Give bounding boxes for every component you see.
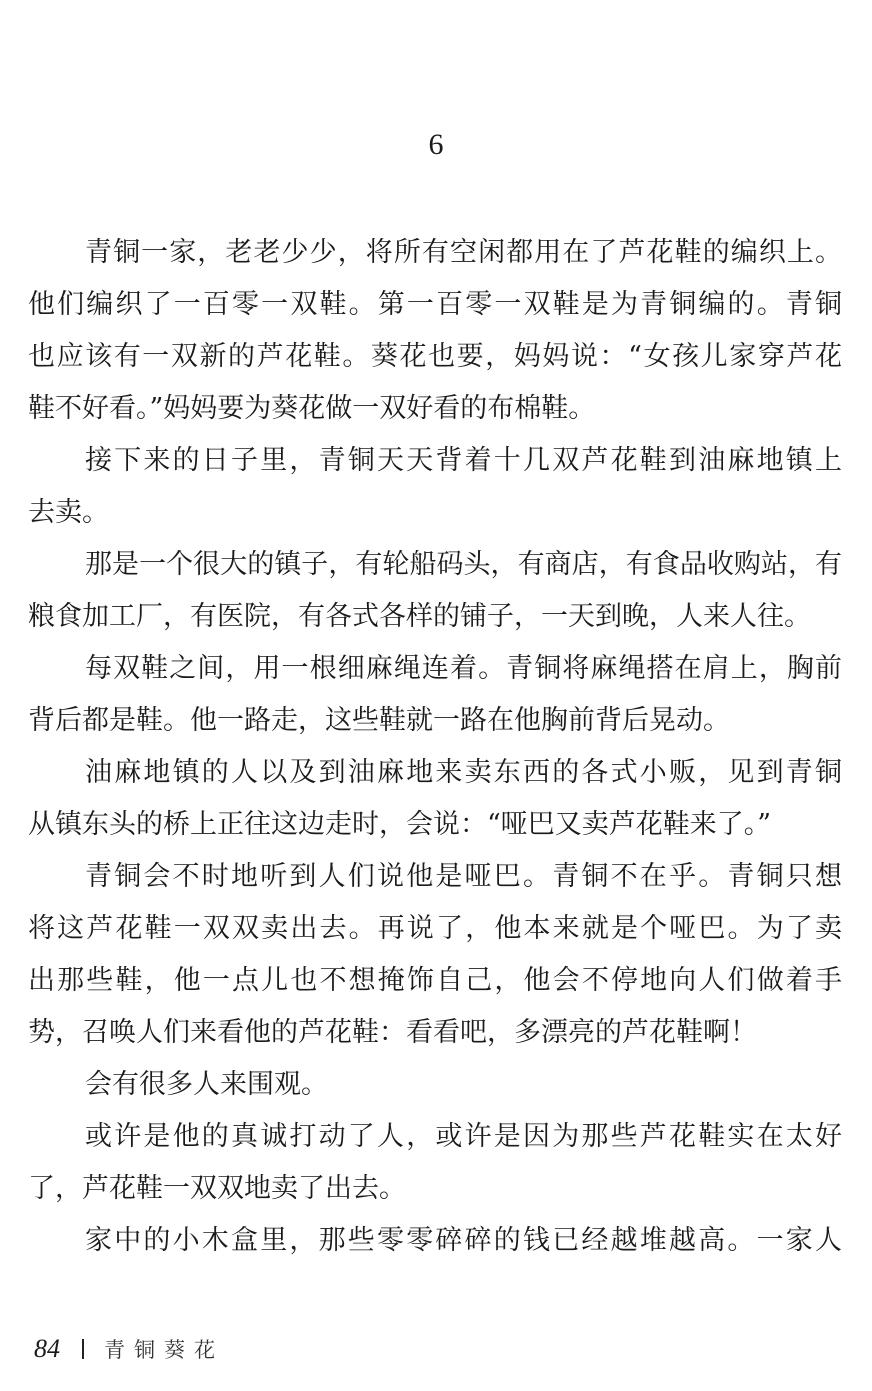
text-line: 去卖。: [28, 497, 109, 528]
text-line: 也应该有一双新的芦花鞋。葵花也要，妈妈说：“女孩儿家穿芦花: [28, 341, 842, 372]
text-line: 家中的小木盒里，那些零零碎碎的钱已经越堆越高。一家人: [85, 1225, 842, 1256]
text-line: 出那些鞋，他一点儿也不想掩饰自己，他会不停地向人们做着手: [28, 965, 842, 996]
text-line: 接下来的日子里，青铜天天背着十几双芦花鞋到油麻地镇上: [85, 445, 842, 476]
text-line: 会有很多人来围观。: [85, 1069, 328, 1100]
text-line: 从镇东头的桥上正往这边走时，会说：“哑巴又卖芦花鞋来了。”: [28, 809, 772, 840]
book-title: 青铜葵花: [104, 1338, 224, 1362]
text-line: 了，芦花鞋一双双地卖了出去。: [28, 1173, 406, 1204]
text-line: 鞋不好看。”妈妈要为葵花做一双好看的布棉鞋。: [28, 393, 596, 424]
text-line: 那是一个很大的镇子，有轮船码头，有商店，有食品收购站，有: [85, 549, 842, 580]
page-number: 84: [34, 1334, 60, 1363]
text-line: 势，召唤人们来看他的芦花鞋：看看吧，多漂亮的芦花鞋啊！: [28, 1017, 757, 1048]
page-footer: [34, 1334, 224, 1364]
body-text: [28, 230, 842, 1270]
chapter-number: 6: [428, 128, 444, 161]
text-line: 粮食加工厂，有医院，有各式各样的铺子，一天到晚，人来人往。: [28, 601, 811, 632]
footer-divider: [82, 1339, 84, 1359]
text-line: 背后都是鞋。他一路走，这些鞋就一路在他胸前背后晃动。: [28, 705, 730, 736]
text-line: 他们编织了一百零一双鞋。第一百零一双鞋是为青铜编的。青铜: [28, 289, 842, 320]
text-line: 青铜会不时地听到人们说他是哑巴。青铜不在乎。青铜只想: [85, 861, 842, 892]
text-line: 青铜一家，老老少少，将所有空闲都用在了芦花鞋的编织上。: [85, 237, 842, 268]
text-line: 每双鞋之间，用一根细麻绳连着。青铜将麻绳搭在肩上，胸前: [85, 653, 842, 684]
text-line: 或许是他的真诚打动了人，或许是因为那些芦花鞋实在太好: [85, 1121, 842, 1152]
text-line: 油麻地镇的人以及到油麻地来卖东西的各式小贩，见到青铜: [85, 757, 842, 788]
text-line: 将这芦花鞋一双双卖出去。再说了，他本来就是个哑巴。为了卖: [28, 913, 842, 944]
